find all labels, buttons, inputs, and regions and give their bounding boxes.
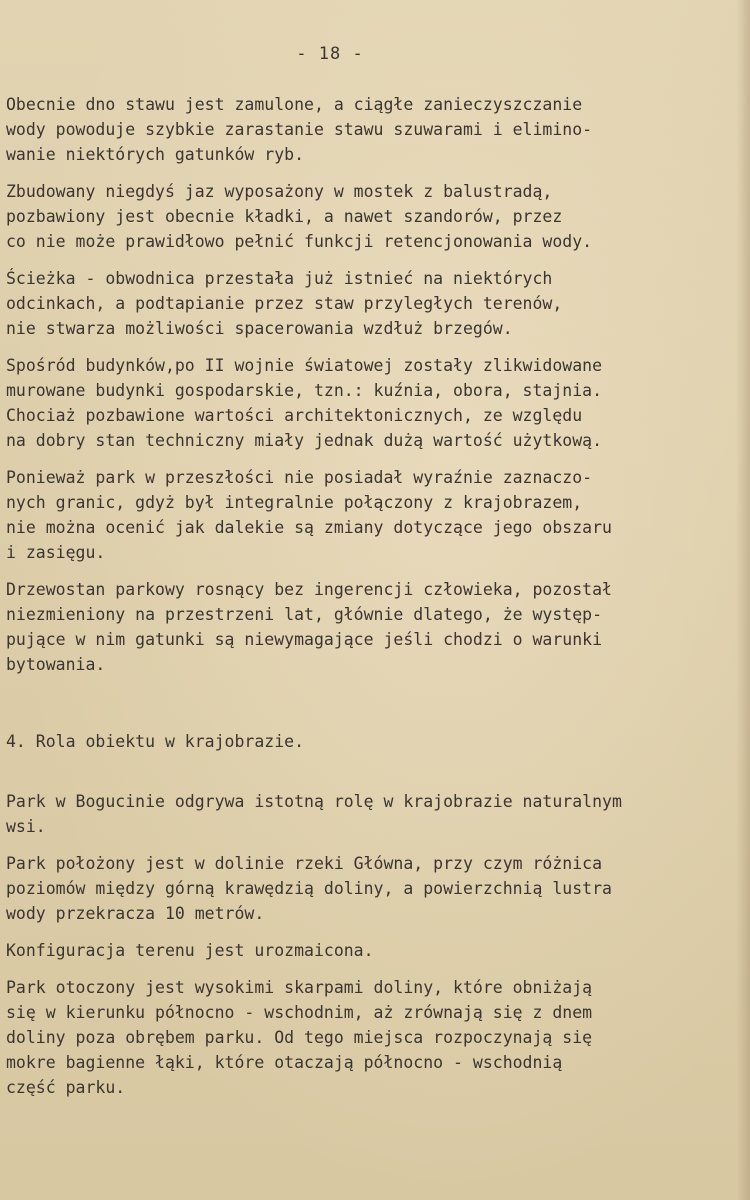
paragraph (6, 92, 718, 167)
text-line: Ponieważ park w przeszłości nie posiadał wyraźnie zaznaczo- (6, 468, 593, 487)
text-line: Ścieżka - obwodnica przestała już istnieć na niektórych (6, 269, 553, 288)
text-line: Konfiguracja terenu jest urozmaicona. (6, 941, 374, 960)
text-line: pujące w nim gatunki są niewymagające jeśli chodzi o warunki (6, 630, 603, 649)
paragraph (6, 577, 718, 677)
text-line: i zasięgu. (6, 543, 106, 562)
document-body (6, 92, 718, 1112)
text-line: część parku. (6, 1078, 126, 1097)
text-line: bytowania. (6, 655, 106, 674)
text-line: nie stwarza możliwości spacerowania wzdłuż brzegów. (6, 319, 513, 338)
text-line: doliny poza obrębem parku. Od tego miejsca rozpoczynają się (6, 1028, 593, 1047)
paragraph (6, 975, 718, 1100)
text-line: Park w Bogucinie odgrywa istotną rolę w krajobrazie naturalnym (6, 792, 622, 811)
text-line: odcinkach, a podtapianie przez staw przyległych terenów, (6, 294, 563, 313)
section-after (6, 789, 718, 1100)
paragraph (6, 851, 718, 926)
section-heading: 4. Rola obiektu w krajobrazie. (6, 732, 305, 751)
text-line: mokre bagienne łąki, które otaczają północno - wschodnią (6, 1053, 563, 1072)
text-line: Park położony jest w dolinie rzeki Główna, przy czym różnica (6, 854, 603, 873)
section-before (6, 92, 718, 677)
text-line: nych granic, gdyż był integralnie połączony z krajobrazem, (6, 493, 583, 512)
paragraph (6, 465, 718, 565)
text-line: pozbawiony jest obecnie kładki, a nawet szandorów, przez (6, 207, 563, 226)
text-line: wsi. (6, 817, 46, 836)
page-number: - 18 - (296, 44, 364, 64)
paragraph (6, 266, 718, 341)
text-line: nie można ocenić jak dalekie są zmiany dotyczące jego obszaru (6, 518, 612, 537)
text-line: wody powoduje szybkie zarastanie stawu szuwarami i elimino- (6, 120, 593, 139)
paragraph (6, 938, 718, 963)
text-line: Park otoczony jest wysokimi skarpami doliny, które obniżają (6, 978, 593, 997)
text-line: Chociaż pozbawione wartości architektonicznych, ze względu (6, 406, 583, 425)
paragraph (6, 353, 718, 453)
text-line: poziomów między górną krawędzią doliny, a powierzchnią lustra (6, 879, 612, 898)
text-line: się w kierunku północno - wschodnim, aż zrównają się z dnem (6, 1003, 593, 1022)
text-line: Obecnie dno stawu jest zamulone, a ciągłe zanieczyszczanie (6, 95, 583, 114)
paragraph (6, 179, 718, 254)
text-line: na dobry stan techniczny miały jednak dużą wartość użytkową. (6, 431, 603, 450)
text-line: murowane budynki gospodarskie, tzn.: kuźnia, obora, stajnia. (6, 381, 603, 400)
text-line: niezmieniony na przestrzeni lat, głównie dlatego, że występ- (6, 605, 603, 624)
text-line: Drzewostan parkowy rosnący bez ingerencji człowieka, pozostał (6, 580, 612, 599)
paragraph (6, 789, 718, 839)
page-edge-shadow (736, 0, 750, 1200)
text-line: Zbudowany niegdyś jaz wyposażony w mostek z balustradą, (6, 182, 553, 201)
text-line: wody przekracza 10 metrów. (6, 904, 265, 923)
text-line: co nie może prawidłowo pełnić funkcji retencjonowania wody. (6, 232, 593, 251)
text-line: Spośród budynków,po II wojnie światowej zostały zlikwidowane (6, 356, 603, 375)
text-line: wanie niektórych gatunków ryb. (6, 145, 305, 164)
